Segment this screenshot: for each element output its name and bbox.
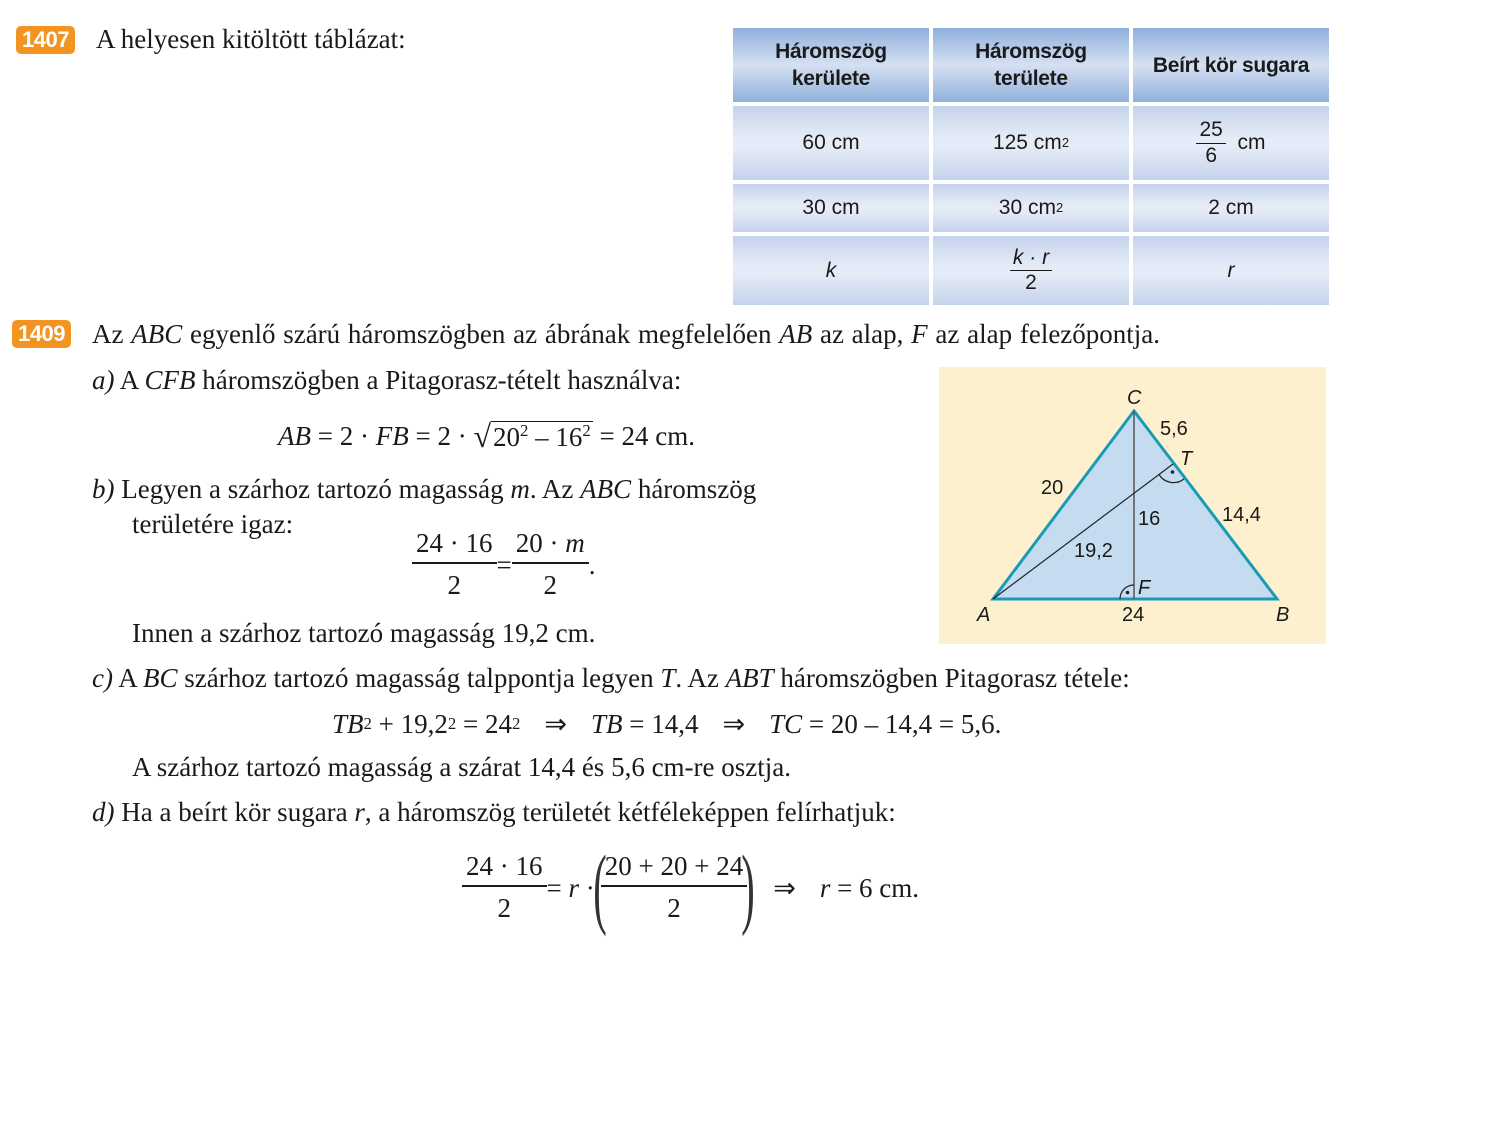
vertex-t: T bbox=[1180, 448, 1193, 470]
part-c-result: A szárhoz tartozó magasság a szárat 14,4 és 5,6 cm-re osztja. bbox=[132, 752, 791, 782]
math-var: ABC bbox=[131, 319, 183, 349]
math-op: = 2 · bbox=[408, 420, 474, 451]
math-var: AB bbox=[779, 319, 813, 349]
triangle-figure bbox=[939, 367, 1326, 644]
right-angle-dot-f bbox=[1126, 591, 1130, 595]
problem-intro bbox=[92, 318, 1160, 350]
equation-b bbox=[412, 524, 595, 606]
table-cell: 125 cm 2 bbox=[933, 106, 1129, 180]
header-line: kerülete bbox=[791, 67, 871, 90]
vertex-f: F bbox=[1138, 577, 1151, 599]
denominator: 6 bbox=[1205, 143, 1217, 167]
fraction bbox=[1196, 118, 1225, 167]
equals-sign: = bbox=[546, 872, 569, 903]
denominator: 2 bbox=[497, 893, 511, 923]
math-num: 20 bbox=[493, 421, 520, 452]
sqrt-content bbox=[491, 421, 593, 452]
header-line: Háromszög bbox=[975, 40, 1087, 63]
vertex-c: C bbox=[1127, 387, 1142, 409]
sqrt-sign: √ bbox=[473, 417, 491, 454]
math-var: CFB bbox=[144, 365, 196, 395]
math-num: + 19,2 bbox=[371, 708, 448, 739]
numerator: 24 · 16 bbox=[466, 851, 543, 881]
equation-c: TB 2 + 19,2 2 = 24 2 ⇒ TB = 14,4 ⇒ TC = 20 – 14,4 = 5,6. bbox=[332, 708, 1002, 739]
table-cell: r bbox=[1133, 236, 1329, 305]
equals-sign: = bbox=[496, 549, 512, 580]
label-at: 19,2 bbox=[1074, 540, 1113, 562]
text: . Az bbox=[529, 474, 581, 504]
equation-a bbox=[278, 416, 695, 456]
problem-number-badge: 1407 bbox=[16, 26, 75, 54]
part-label: c) bbox=[92, 663, 113, 693]
part-d-text bbox=[92, 796, 896, 828]
part-a-text bbox=[92, 364, 681, 396]
implies-arrow: ⇒ bbox=[773, 872, 796, 903]
math-var: BC bbox=[143, 663, 178, 693]
table-cell bbox=[933, 236, 1129, 305]
math-var: ABC bbox=[580, 474, 632, 504]
unit: cm bbox=[1237, 131, 1266, 154]
text: az alap felezőpontja. bbox=[927, 319, 1161, 349]
math-op: · bbox=[579, 872, 595, 903]
header-line: területe bbox=[994, 67, 1068, 90]
denominator: 2 bbox=[1025, 271, 1037, 294]
fraction bbox=[601, 847, 747, 929]
numerator: 24 · 16 bbox=[416, 528, 493, 558]
math-var: ABT bbox=[725, 663, 774, 693]
math-var: r bbox=[819, 872, 831, 903]
math-var: TB bbox=[332, 708, 364, 739]
fraction bbox=[412, 524, 497, 606]
text: Az bbox=[92, 319, 132, 349]
denominator: 2 bbox=[667, 893, 681, 923]
implies-arrow: ⇒ bbox=[544, 708, 567, 739]
math-var: F bbox=[911, 319, 928, 349]
denominator: 2 bbox=[543, 570, 557, 600]
math-var: r bbox=[568, 872, 579, 903]
period: . bbox=[588, 549, 596, 580]
math-num: = 20 – 14,4 = 5,6. bbox=[802, 708, 1002, 739]
exponent: 2 bbox=[520, 420, 529, 440]
text: háromszögben a Pitagorasz-tételt használva: bbox=[195, 365, 682, 395]
math-var: TB bbox=[590, 708, 623, 739]
label-tb: 14,4 bbox=[1222, 504, 1261, 526]
math-var: T bbox=[660, 663, 676, 693]
math-num: = 6 cm. bbox=[830, 872, 920, 903]
math-num: = 14,4 bbox=[622, 708, 699, 739]
problem-intro: A helyesen kitöltött táblázat: bbox=[96, 24, 406, 54]
numerator bbox=[512, 524, 589, 562]
denominator: 2 bbox=[447, 570, 461, 600]
math-op: = 24 cm. bbox=[592, 420, 695, 451]
table-cell: 30 cm bbox=[733, 184, 929, 232]
problem-number-badge: 1409 bbox=[12, 320, 71, 348]
table-header bbox=[733, 28, 929, 102]
right-angle-dot-t bbox=[1171, 470, 1175, 474]
text: , a háromszög területét kétféleképpen felírhatjuk: bbox=[364, 797, 896, 827]
numerator: k · r bbox=[1012, 245, 1050, 269]
text: A bbox=[118, 663, 144, 693]
text: háromszög bbox=[631, 474, 757, 504]
math-op: = 2 · bbox=[311, 420, 376, 451]
part-label: d) bbox=[92, 797, 115, 827]
vertex-a: A bbox=[977, 604, 991, 626]
math-num: 20 · bbox=[515, 528, 566, 558]
math-var: TC bbox=[769, 708, 803, 739]
text: az alap, bbox=[812, 319, 912, 349]
numerator: 25 bbox=[1199, 118, 1223, 142]
part-c-text bbox=[92, 662, 1130, 694]
part-label: b) bbox=[92, 474, 115, 504]
label-ct: 5,6 bbox=[1160, 418, 1188, 440]
math-var: FB bbox=[375, 420, 409, 451]
equation-d bbox=[462, 838, 920, 937]
table-header bbox=[1133, 28, 1329, 102]
label-ac: 20 bbox=[1041, 477, 1064, 499]
fraction bbox=[1010, 246, 1052, 295]
vertex-b: B bbox=[1276, 604, 1290, 626]
cell-value: 125 cm bbox=[992, 131, 1062, 154]
math-num: – 16 bbox=[528, 421, 583, 452]
text: . Az bbox=[675, 663, 726, 693]
table-cell: 30 cm 2 bbox=[933, 184, 1129, 232]
numerator: 20 + 20 + 24 bbox=[604, 851, 744, 881]
text: A bbox=[119, 365, 145, 395]
text: háromszögben Pitagorasz tétele: bbox=[773, 663, 1130, 693]
exponent: 2 bbox=[582, 420, 591, 440]
math-var: m bbox=[565, 528, 585, 558]
right-paren: ) bbox=[741, 838, 755, 937]
fraction bbox=[512, 524, 589, 606]
table-cell: 2 cm bbox=[1133, 184, 1329, 232]
left-paren: ( bbox=[592, 838, 607, 937]
header-line: Beírt kör sugara bbox=[1152, 53, 1310, 77]
math-num: = 24 bbox=[456, 708, 512, 739]
triangle-diagram bbox=[939, 367, 1326, 644]
header-line: Háromszög bbox=[775, 40, 887, 63]
cell-value: 30 cm bbox=[998, 196, 1056, 219]
table-header bbox=[933, 28, 1129, 102]
math-var: m bbox=[510, 474, 530, 504]
fraction bbox=[462, 847, 547, 929]
text: Ha a beírt kör sugara bbox=[121, 797, 355, 827]
text: Legyen a szárhoz tartozó magasság bbox=[121, 474, 511, 504]
math-var: AB bbox=[278, 420, 311, 451]
table-cell bbox=[1133, 106, 1329, 180]
implies-arrow: ⇒ bbox=[722, 708, 746, 739]
math-var: r bbox=[354, 797, 365, 827]
text: szárhoz tartozó magasság talppontja legyen bbox=[177, 663, 661, 693]
part-label: a) bbox=[92, 365, 115, 395]
part-b-result: Innen a szárhoz tartozó magasság 19,2 cm. bbox=[132, 618, 596, 648]
table-cell: 60 cm bbox=[733, 106, 929, 180]
label-ab: 24 bbox=[1122, 604, 1145, 626]
label-cf: 16 bbox=[1138, 508, 1161, 530]
part-b-text bbox=[92, 473, 756, 505]
text: egyenlő szárú háromszögben az ábrának megfelelően bbox=[182, 319, 780, 349]
table-cell: k bbox=[733, 236, 929, 305]
part-b-text-2: területére igaz: bbox=[132, 509, 294, 539]
